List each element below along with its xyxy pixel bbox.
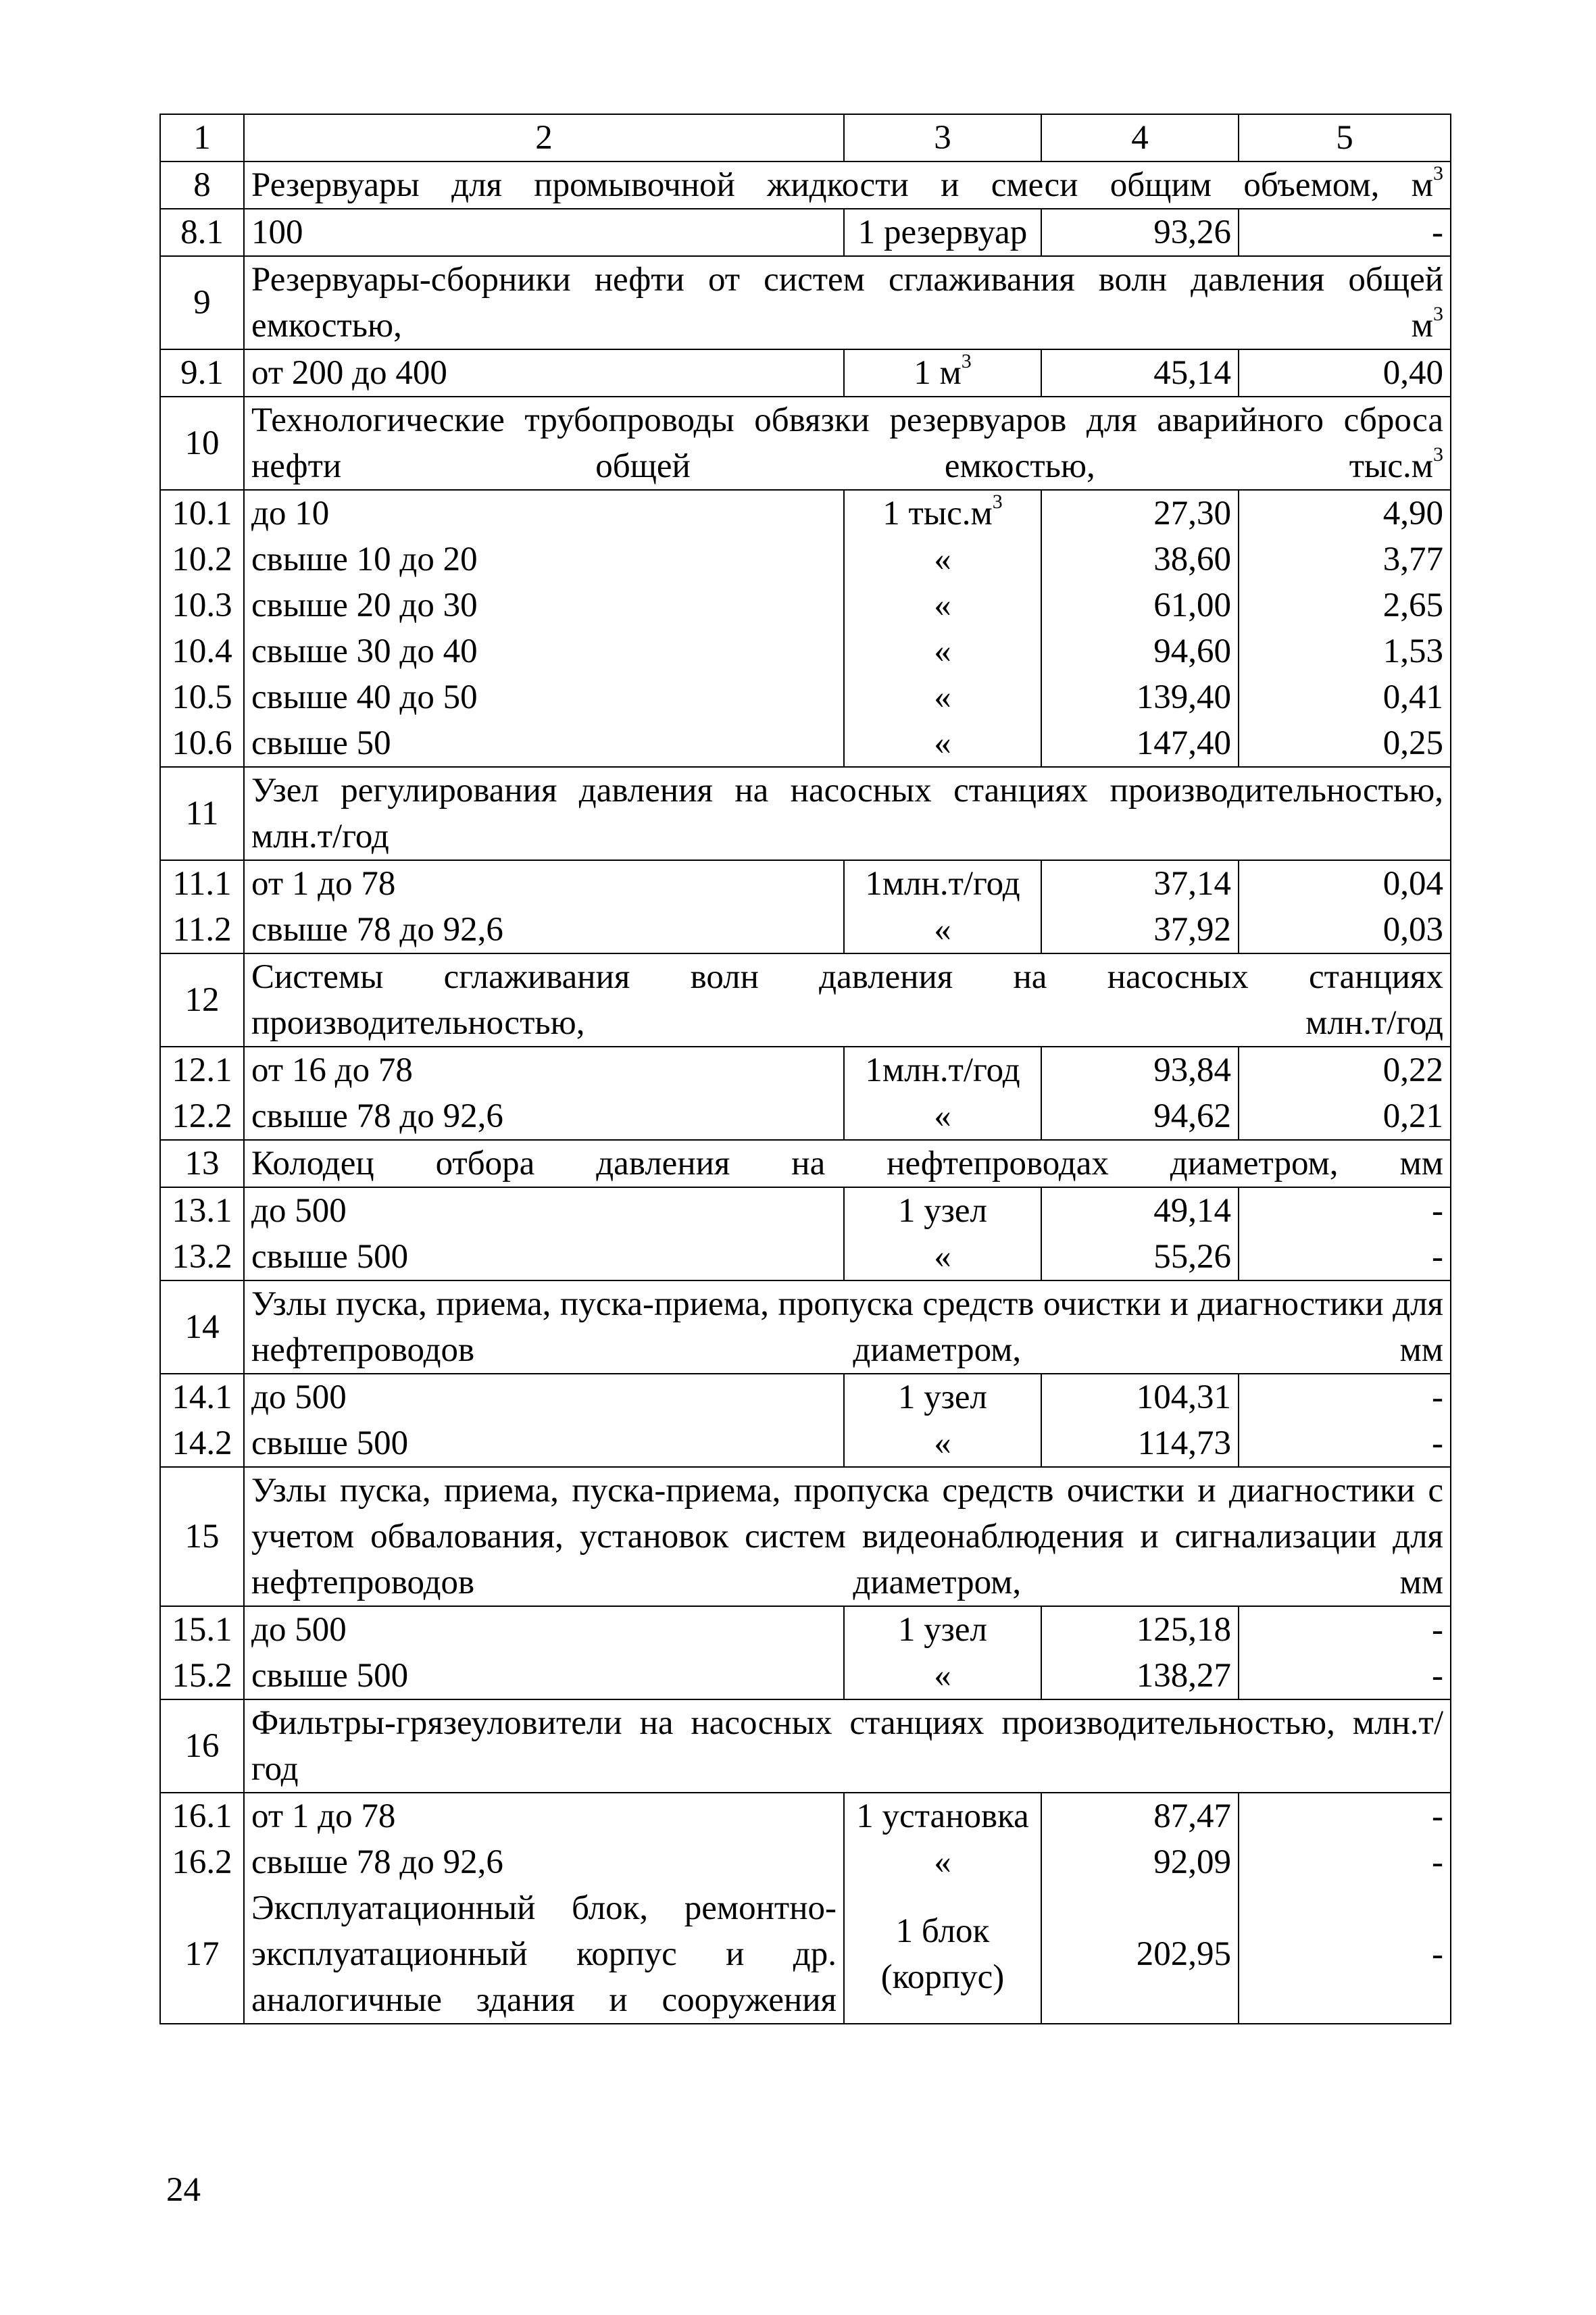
row-number: 10.3: [160, 582, 244, 628]
item-name: свыше 78 до 92,6: [244, 1839, 844, 1885]
table-row: [160, 1420, 1451, 1467]
unit-cell: [844, 674, 1041, 720]
row-number: 12: [160, 953, 244, 1047]
table-row: [160, 1606, 1451, 1653]
unit-cell: [844, 1187, 1041, 1234]
row-number: 14.1: [160, 1374, 244, 1420]
section-title: [244, 161, 1451, 209]
unit-text: 1 резервуар: [857, 214, 1028, 251]
table-row: [160, 1793, 1451, 1839]
row-number: 10.5: [160, 674, 244, 720]
row-number: 12.2: [160, 1093, 244, 1140]
value-col-4: 104,31: [1041, 1374, 1239, 1420]
unit-cell: [844, 1793, 1041, 1839]
value-col-5: 0,21: [1239, 1093, 1451, 1140]
row-number: 11.1: [160, 860, 244, 907]
value-col-4: 27,30: [1041, 490, 1239, 537]
unit-text: «: [934, 724, 951, 762]
unit-cell: [844, 1653, 1041, 1699]
item-name: 100: [244, 209, 844, 256]
table-body: [160, 114, 1451, 2024]
row-number: 16.1: [160, 1793, 244, 1839]
item-name: до 500: [244, 1374, 844, 1420]
row-number: 13.1: [160, 1187, 244, 1234]
price-table: [159, 114, 1451, 2024]
section-row: [160, 1140, 1451, 1187]
item-name: свыше 500: [244, 1234, 844, 1280]
row-number: 14: [160, 1280, 244, 1374]
row-number: 8: [160, 161, 244, 209]
unit-text: 1млн.т/год: [865, 865, 1020, 903]
unit-text: 1млн.т/год: [865, 1051, 1020, 1089]
value-col-5: 0,22: [1239, 1047, 1451, 1093]
unit-cell: [844, 490, 1041, 537]
value-col-5: 0,41: [1239, 674, 1451, 720]
value-col-5: -: [1239, 209, 1451, 256]
unit-text: «: [934, 541, 951, 578]
section-title-text: Колодец отбора давления на нефтепроводах диаметром, мм: [251, 1145, 1443, 1183]
item-name: Эксплуатационный блок, ремонтно-эксплуатационный корпус и др. аналогичные здания и сооружения: [244, 1885, 844, 2024]
table-row: [160, 1093, 1451, 1140]
unit-cell: [844, 582, 1041, 628]
row-number: 13: [160, 1140, 244, 1187]
value-col-5: -: [1239, 1653, 1451, 1699]
section-row: [160, 161, 1451, 209]
table-row: [160, 674, 1451, 720]
unit-cell: [844, 349, 1041, 397]
unit-cell: [844, 860, 1041, 907]
value-col-4: 38,60: [1041, 537, 1239, 582]
item-name: свыше 50: [244, 720, 844, 767]
row-number: 17: [160, 1885, 244, 2024]
value-col-5: -: [1239, 1839, 1451, 1885]
value-col-4: 139,40: [1041, 674, 1239, 720]
value-col-5: -: [1239, 1793, 1451, 1839]
section-row: [160, 767, 1451, 860]
table-row: [160, 1234, 1451, 1280]
row-number: 13.2: [160, 1234, 244, 1280]
row-number: 11: [160, 767, 244, 860]
table-row: [160, 349, 1451, 397]
unit-text: «: [934, 1097, 951, 1135]
table-row: [160, 582, 1451, 628]
superscript: 3: [1433, 303, 1443, 325]
unit-cell: [844, 628, 1041, 674]
item-name: свыше 20 до 30: [244, 582, 844, 628]
value-col-4: 94,60: [1041, 628, 1239, 674]
unit-text: «: [934, 678, 951, 716]
unit-cell: [844, 1374, 1041, 1420]
item-name: от 1 до 78: [244, 1793, 844, 1839]
section-title-text: Технологические трубопроводы обвязки резервуаров для аварийного сброса нефти общей емкостью, тыс.м: [251, 401, 1443, 485]
header-col-2: 2: [244, 114, 844, 161]
item-name: свыше 40 до 50: [244, 674, 844, 720]
item-name: от 200 до 400: [244, 349, 844, 397]
value-col-4: 92,09: [1041, 1839, 1239, 1885]
unit-cell: [844, 1093, 1041, 1140]
value-col-5: 0,03: [1239, 907, 1451, 953]
table-row: [160, 628, 1451, 674]
row-number: 10.4: [160, 628, 244, 674]
unit-text: «: [934, 1238, 951, 1276]
table-row: [160, 537, 1451, 582]
superscript: 3: [1433, 443, 1443, 466]
item-name: свыше 78 до 92,6: [244, 907, 844, 953]
value-col-5: -: [1239, 1187, 1451, 1234]
row-number: 10: [160, 397, 244, 490]
section-title: [244, 1699, 1451, 1793]
table-row: [160, 907, 1451, 953]
section-row: [160, 397, 1451, 490]
table-row: [160, 1653, 1451, 1699]
unit-text: «: [934, 1843, 951, 1881]
section-title-text: Узел регулирования давления на насосных станциях производительностью, млн.т/год: [251, 772, 1443, 855]
value-col-5: -: [1239, 1420, 1451, 1467]
row-number: 8.1: [160, 209, 244, 256]
unit-text: 1 тыс.м: [882, 495, 993, 532]
unit-cell: [844, 1885, 1041, 2024]
row-number: 10.1: [160, 490, 244, 537]
row-number: 11.2: [160, 907, 244, 953]
superscript: 3: [961, 350, 972, 372]
item-name: до 10: [244, 490, 844, 537]
section-title: [244, 767, 1451, 860]
table-row: [160, 860, 1451, 907]
table-row: [160, 720, 1451, 767]
value-col-5: 0,40: [1239, 349, 1451, 397]
section-title-text: Узлы пуска, приема, пуска-приема, пропуска средств очистки и диагностики с учетом обвалования, установок систем видеонаблюдения и сигнализации для нефтепроводов диаметром, мм: [251, 1472, 1443, 1601]
unit-cell: [844, 1234, 1041, 1280]
section-title-text: Резервуары для промывочной жидкости и смеси общим объемом, м: [251, 166, 1433, 204]
row-number: 12.1: [160, 1047, 244, 1093]
row-number: 9: [160, 256, 244, 349]
item-name: свыше 10 до 20: [244, 537, 844, 582]
item-name: свыше 78 до 92,6: [244, 1093, 844, 1140]
unit-text: «: [934, 911, 951, 949]
section-row: [160, 1699, 1451, 1793]
table-row: [160, 1839, 1451, 1885]
header-col-5: 5: [1239, 114, 1451, 161]
section-title-text: Системы сглаживания волн давления на насосных станциях производительностью, млн.т/год: [251, 958, 1443, 1042]
item-name: до 500: [244, 1606, 844, 1653]
unit-text: «: [934, 587, 951, 624]
section-title: [244, 397, 1451, 490]
table-row: [160, 1885, 1451, 2024]
unit-cell: [844, 209, 1041, 256]
section-title: [244, 953, 1451, 1047]
unit-cell: [844, 907, 1041, 953]
value-col-5: 2,65: [1239, 582, 1451, 628]
unit-text: «: [934, 632, 951, 670]
unit-text: 1 установка: [856, 1797, 1029, 1835]
table-row: [160, 1047, 1451, 1093]
value-col-5: 1,53: [1239, 628, 1451, 674]
section-title-text: Фильтры-грязеуловители на насосных станциях производительностью, млн.т/год: [251, 1704, 1443, 1788]
header-col-1: 1: [160, 114, 244, 161]
unit-text: 1 узел: [898, 1192, 987, 1230]
unit-text: 1 м: [914, 354, 962, 392]
header-col-4: 4: [1041, 114, 1239, 161]
value-col-5: 0,04: [1239, 860, 1451, 907]
value-col-5: -: [1239, 1885, 1451, 2024]
unit-cell: [844, 720, 1041, 767]
value-col-5: 4,90: [1239, 490, 1451, 537]
value-col-4: 93,26: [1041, 209, 1239, 256]
value-col-5: 0,25: [1239, 720, 1451, 767]
value-col-5: -: [1239, 1234, 1451, 1280]
item-name: свыше 500: [244, 1653, 844, 1699]
row-number: 16: [160, 1699, 244, 1793]
section-title: [244, 1467, 1451, 1606]
value-col-4: 202,95: [1041, 1885, 1239, 2024]
value-col-4: 138,27: [1041, 1653, 1239, 1699]
value-col-4: 49,14: [1041, 1187, 1239, 1234]
page-number: 24: [166, 2171, 201, 2209]
row-number: 15: [160, 1467, 244, 1606]
header-col-3: 3: [844, 114, 1041, 161]
section-row: [160, 256, 1451, 349]
unit-text: 1 узел: [898, 1378, 987, 1416]
table-row: [160, 1374, 1451, 1420]
value-col-4: 55,26: [1041, 1234, 1239, 1280]
value-col-4: 114,73: [1041, 1420, 1239, 1467]
unit-cell: [844, 1047, 1041, 1093]
row-number: 10.2: [160, 537, 244, 582]
item-name: от 1 до 78: [244, 860, 844, 907]
value-col-4: 87,47: [1041, 1793, 1239, 1839]
row-number: 14.2: [160, 1420, 244, 1467]
value-col-4: 61,00: [1041, 582, 1239, 628]
value-col-4: 93,84: [1041, 1047, 1239, 1093]
superscript: 3: [992, 491, 1003, 513]
row-number: 16.2: [160, 1839, 244, 1885]
row-number: 15.2: [160, 1653, 244, 1699]
item-name: свыше 500: [244, 1420, 844, 1467]
row-number: 10.6: [160, 720, 244, 767]
item-name: свыше 30 до 40: [244, 628, 844, 674]
section-title-text: Резервуары-сборники нефти от систем сглаживания волн давления общей емкостью, м: [251, 261, 1443, 345]
value-col-4: 125,18: [1041, 1606, 1239, 1653]
value-col-4: 45,14: [1041, 349, 1239, 397]
unit-text: «: [934, 1424, 951, 1462]
table-row: [160, 209, 1451, 256]
superscript: 3: [1433, 162, 1443, 184]
value-col-4: 37,92: [1041, 907, 1239, 953]
item-name: до 500: [244, 1187, 844, 1234]
section-row: [160, 1280, 1451, 1374]
table-row: [160, 1187, 1451, 1234]
unit-cell: [844, 1606, 1041, 1653]
unit-cell: [844, 537, 1041, 582]
header-row: [160, 114, 1451, 161]
section-row: [160, 953, 1451, 1047]
unit-text: 1 узел: [898, 1611, 987, 1649]
item-name: от 16 до 78: [244, 1047, 844, 1093]
unit-text: 1 блок (корпус): [880, 1912, 1005, 1996]
section-title: [244, 1280, 1451, 1374]
section-title: [244, 256, 1451, 349]
table-row: [160, 490, 1451, 537]
row-number: 9.1: [160, 349, 244, 397]
value-col-4: 37,14: [1041, 860, 1239, 907]
unit-text: «: [934, 1657, 951, 1695]
section-row: [160, 1467, 1451, 1606]
value-col-5: -: [1239, 1374, 1451, 1420]
value-col-4: 94,62: [1041, 1093, 1239, 1140]
value-col-5: 3,77: [1239, 537, 1451, 582]
section-title-text: Узлы пуска, приема, пуска-приема, пропуска средств очистки и диагностики для нефтепроводов диаметром, мм: [251, 1285, 1443, 1369]
unit-cell: [844, 1839, 1041, 1885]
value-col-4: 147,40: [1041, 720, 1239, 767]
unit-cell: [844, 1420, 1041, 1467]
section-title: [244, 1140, 1451, 1187]
value-col-5: -: [1239, 1606, 1451, 1653]
row-number: 15.1: [160, 1606, 244, 1653]
